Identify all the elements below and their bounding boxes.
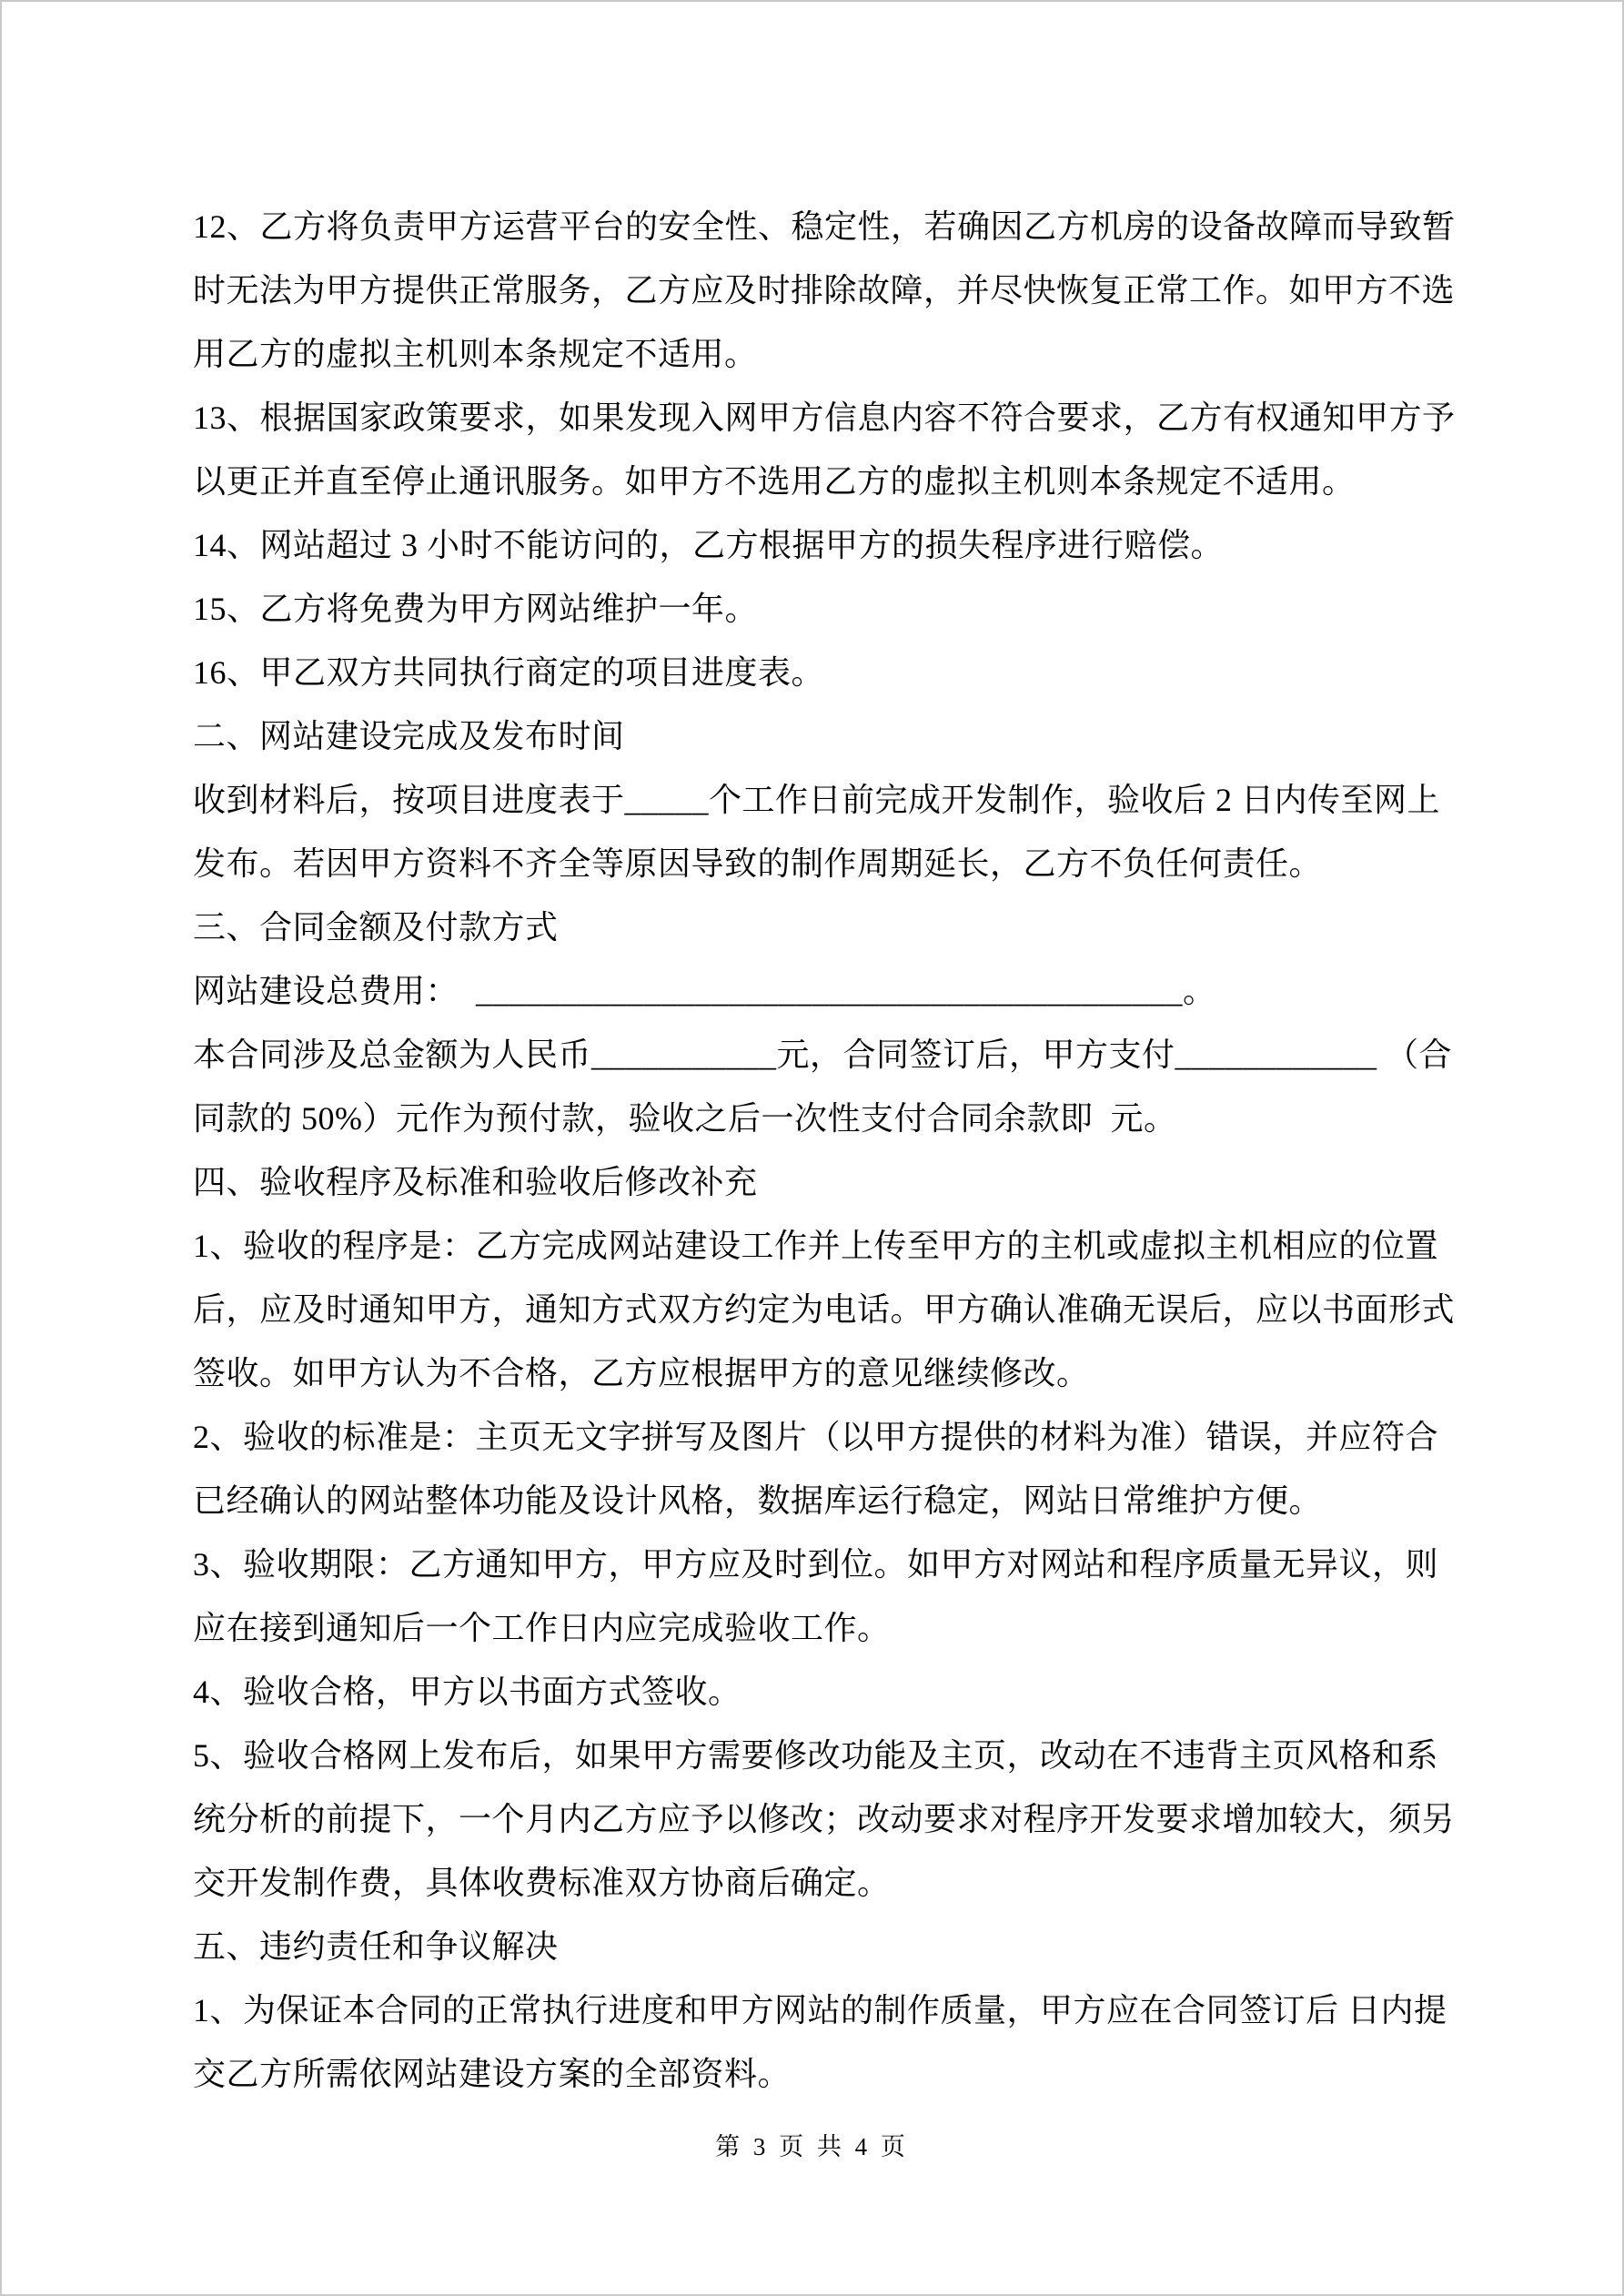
text-line: 统分析的前提下，一个月内乙方应予以修改；改动要求对程序开发要求增加较大，须另 xyxy=(193,1801,1456,1837)
text-line: 交开发制作费，具体收费标准双方协商后确定。 xyxy=(193,1865,891,1901)
text-line: 时无法为甲方提供正常服务，乙方应及时排除故障，并尽快恢复正常工作。如甲方不选 xyxy=(193,272,1456,308)
text-line: 4、验收合格，甲方以书面方式签收。 xyxy=(193,1674,741,1710)
section-heading-3: 三、合同金额及付款方式 xyxy=(193,909,559,946)
contract-body xyxy=(193,195,1467,2106)
text-line: 1、验收的程序是：乙方完成网站建设工作并上传至甲方的主机或虚拟主机相应的位置 xyxy=(193,1228,1439,1264)
text-line: 3、验收期限：乙方通知甲方，甲方应及时到位。如甲方对网站和程序质量无异议，则 xyxy=(193,1546,1439,1583)
text-line: 5、验收合格网上发布后，如果甲方需要修改功能及主页，改动在不违背主页风格和系 xyxy=(193,1737,1439,1774)
section-heading-4: 四、验收程序及标准和验收后修改补充 xyxy=(193,1164,758,1200)
text-line: 交乙方所需依网站建设方案的全部资料。 xyxy=(193,2056,792,2092)
section-heading-5: 五、违约责任和争议解决 xyxy=(193,1928,559,1965)
text-line: 1、为保证本合同的正常执行进度和甲方网站的制作质量，甲方应在合同签订后 日内提 xyxy=(193,1992,1447,2028)
text-line: 同款的 50%）元作为预付款，验收之后一次性支付合同余款即 元。 xyxy=(193,1100,1177,1137)
fill-in-blank-line: 本合同涉及总金额为人民币___________元，合同签订后，甲方支付____________ （合 xyxy=(193,1037,1453,1073)
text-line: 12、乙方将负责甲方运营平台的安全性、稳定性，若确因乙方机房的设备故障而导致暂 xyxy=(193,208,1456,245)
text-line: 已经确认的网站整体功能及设计风格，数据库运行稳定，网站日常维护方便。 xyxy=(193,1482,1323,1519)
text-line: 签收。如甲方认为不合格，乙方应根据甲方的意见继续修改。 xyxy=(193,1355,1090,1391)
text-line: 14、网站超过 3 小时不能访问的，乙方根据甲方的损失程序进行赔偿。 xyxy=(193,527,1225,563)
page-footer: 第 3 页 共 4 页 xyxy=(715,2133,909,2160)
text-line: 收到材料后，按项目进度表于_____个工作日前完成开发制作，验收后 2 日内传至网上 xyxy=(193,782,1441,818)
text-line: 发布。若因甲方资料不齐全等原因导致的制作周期延长，乙方不负任何责任。 xyxy=(193,845,1323,882)
text-line: 以更正并直至停止通讯服务。如甲方不选用乙方的虚拟主机则本条规定不适用。 xyxy=(193,463,1356,500)
text-line: 后，应及时通知甲方，通知方式双方约定为电话。甲方确认准确无误后，应以书面形式 xyxy=(193,1291,1456,1328)
fill-in-blank-line: 网站建设总费用： __________________________________________。 xyxy=(193,973,1216,1009)
text-line: 用乙方的虚拟主机则本条规定不适用。 xyxy=(193,336,758,372)
text-line: 13、根据国家政策要求，如果发现入网甲方信息内容不符合要求，乙方有权通知甲方予 xyxy=(193,400,1456,436)
text-line: 应在接到通知后一个工作日内应完成验收工作。 xyxy=(193,1610,891,1646)
text-line: 15、乙方将免费为甲方网站维护一年。 xyxy=(193,591,759,627)
text-line: 16、甲乙双方共同执行商定的项目进度表。 xyxy=(193,654,825,691)
section-heading-2: 二、网站建设完成及发布时间 xyxy=(193,718,625,754)
text-line: 2、验收的标准是：主页无文字拼写及图片（以甲方提供的材料为准）错误，并应符合 xyxy=(193,1419,1439,1455)
